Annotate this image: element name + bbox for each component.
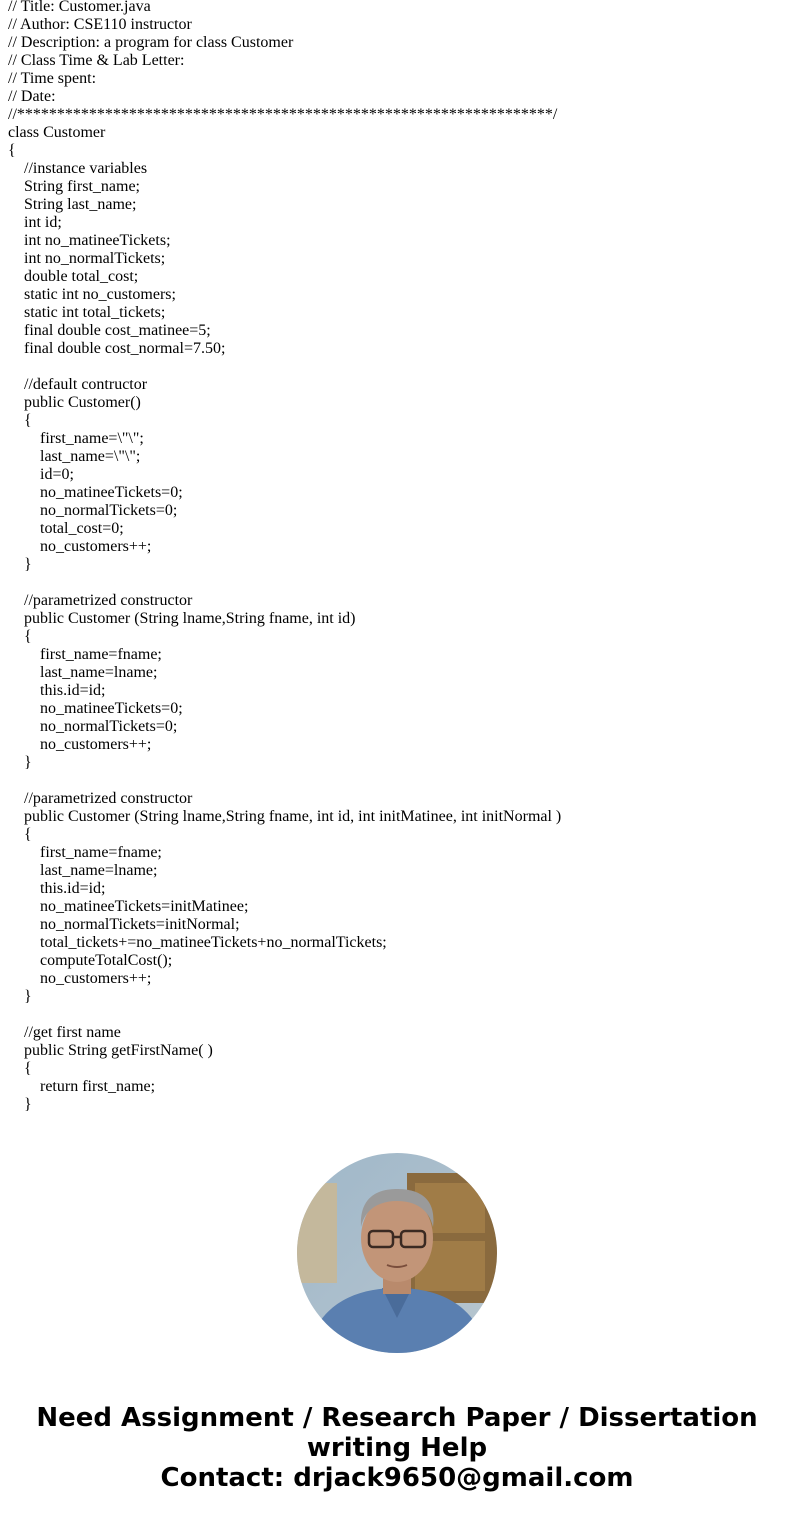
code-line: no_customers++; <box>8 736 152 753</box>
code-line: this.id=id; <box>8 682 106 699</box>
code-line: //parametrized constructor <box>8 790 193 807</box>
code-line: public Customer() <box>8 394 141 411</box>
code-line: } <box>8 988 32 1005</box>
code-line: first_name=\"\"; <box>8 430 144 447</box>
code-line: final double cost_normal=7.50; <box>8 340 226 357</box>
code-line <box>8 574 561 592</box>
code-line: final double cost_matinee=5; <box>8 322 211 339</box>
banner-contact-line: Contact: drjack9650@gmail.com <box>160 1463 634 1493</box>
code-line: // Author: CSE110 instructor <box>8 16 192 33</box>
code-line: no_customers++; <box>8 538 152 555</box>
code-line: last_name=lname; <box>8 862 158 879</box>
code-line: no_normalTickets=0; <box>8 718 178 735</box>
code-line: int no_normalTickets; <box>8 250 166 267</box>
code-line: { <box>8 412 32 429</box>
code-line: no_matineeTickets=0; <box>8 484 183 501</box>
code-line: { <box>8 1060 32 1077</box>
code-line: { <box>8 142 16 159</box>
code-line: public String getFirstName( ) <box>8 1042 213 1059</box>
banner-line-2: writing Help <box>306 1433 488 1463</box>
code-line: public Customer (String lname,String fname, int id) <box>8 610 356 627</box>
code-line: no_matineeTickets=0; <box>8 700 183 717</box>
code-line: // Date: <box>8 88 56 105</box>
code-line: last_name=lname; <box>8 664 158 681</box>
code-line: id=0; <box>8 466 74 483</box>
code-line: computeTotalCost(); <box>8 952 173 969</box>
code-line: //get first name <box>8 1024 121 1041</box>
code-line: // Title: Customer.java <box>8 0 151 15</box>
code-line: // Description: a program for class Customer <box>8 34 294 51</box>
code-line: int id; <box>8 214 62 231</box>
code-line: no_normalTickets=0; <box>8 502 178 519</box>
code-line: last_name=\"\"; <box>8 448 141 465</box>
code-line: //instance variables <box>8 160 148 177</box>
code-line: this.id=id; <box>8 880 106 897</box>
code-line: static int total_tickets; <box>8 304 166 321</box>
code-line: first_name=fname; <box>8 646 162 663</box>
code-line: //default contructor <box>8 376 148 393</box>
code-line: public Customer (String lname,String fname, int id, int initMatinee, int initNormal ) <box>8 808 562 825</box>
code-line: String last_name; <box>8 196 137 213</box>
code-line: return first_name; <box>8 1078 156 1095</box>
code-line: { <box>8 628 32 645</box>
code-line: class Customer <box>8 124 106 141</box>
code-line <box>8 1006 561 1024</box>
code-listing <box>8 0 561 1114</box>
code-line: } <box>8 754 32 771</box>
code-line: no_customers++; <box>8 970 152 987</box>
banner-line-1: Need Assignment / Research Paper / Dissertation <box>36 1403 758 1433</box>
code-line: double total_cost; <box>8 268 139 285</box>
code-line: } <box>8 1096 32 1113</box>
contact-banner <box>0 1403 794 1493</box>
code-line: total_tickets+=no_matineeTickets+no_normalTickets; <box>8 934 387 951</box>
code-line: no_normalTickets=initNormal; <box>8 916 240 933</box>
code-line: String first_name; <box>8 178 140 195</box>
code-line: static int no_customers; <box>8 286 176 303</box>
code-line: // Class Time & Lab Letter: <box>8 52 185 69</box>
code-line: { <box>8 826 32 843</box>
code-line: no_matineeTickets=initMatinee; <box>8 898 249 915</box>
avatar-portrait <box>297 1153 497 1353</box>
code-line <box>8 772 561 790</box>
code-line: total_cost=0; <box>8 520 124 537</box>
code-line: int no_matineeTickets; <box>8 232 171 249</box>
code-line: //*******************************************************************/ <box>8 106 558 123</box>
code-line: } <box>8 556 32 573</box>
code-line: // Time spent: <box>8 70 97 87</box>
code-line <box>8 358 561 376</box>
code-line: //parametrized constructor <box>8 592 193 609</box>
author-avatar <box>297 1153 497 1353</box>
code-line: first_name=fname; <box>8 844 162 861</box>
